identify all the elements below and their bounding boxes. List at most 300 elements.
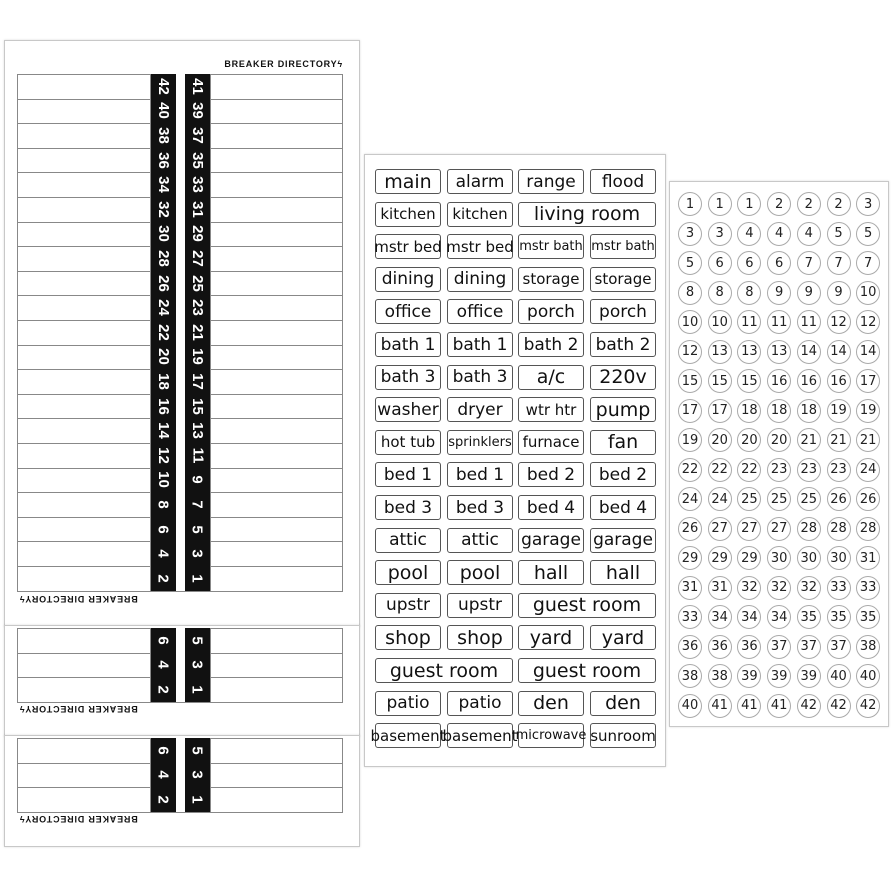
word-label: pump — [590, 397, 656, 422]
word-label: dining — [375, 267, 441, 292]
number-circle-label: 23 — [827, 458, 851, 482]
word-label: patio — [375, 691, 441, 716]
circuit-number: 15 — [189, 397, 206, 415]
circuit-name-cell — [17, 197, 151, 222]
circuit-number-right — [185, 271, 210, 296]
number-circle-label: 5 — [678, 251, 702, 275]
number-circle-label: 4 — [797, 222, 821, 246]
circuit-number: 2 — [155, 685, 172, 694]
number-circle-sheet — [669, 181, 889, 727]
circuit-name-cell — [210, 566, 343, 591]
circuit-name-cell — [17, 246, 151, 271]
row-divider — [17, 591, 343, 592]
circuit-number: 3 — [189, 549, 206, 558]
word-label: furnace — [518, 430, 584, 455]
circuit-number: 8 — [155, 500, 172, 509]
word-label: attic — [447, 528, 513, 553]
circuit-number-right — [185, 763, 210, 788]
number-circle-label: 1 — [708, 192, 732, 216]
word-label: porch — [590, 299, 656, 324]
word-label: bath 3 — [375, 365, 441, 390]
circuit-name-cell — [210, 320, 343, 345]
circuit-name-cell — [17, 369, 151, 394]
number-circle-label: 20 — [767, 428, 791, 452]
circuit-number-right — [185, 222, 210, 247]
number-circle-label: 27 — [708, 517, 732, 541]
number-circle-label: 33 — [678, 605, 702, 629]
number-circle-label: 32 — [737, 576, 761, 600]
circuit-number: 23 — [189, 299, 206, 317]
number-circle-label: 34 — [708, 605, 732, 629]
number-circle-label: 40 — [827, 664, 851, 688]
circuit-number-right — [185, 628, 210, 653]
circuit-number: 26 — [155, 274, 172, 292]
number-circle-label: 7 — [797, 251, 821, 275]
circuit-name-cell — [17, 492, 151, 517]
circuit-name-cell — [210, 123, 343, 148]
number-circle-label: 38 — [708, 664, 732, 688]
circuit-number-left — [151, 418, 176, 443]
word-label: bath 1 — [375, 332, 441, 357]
word-label: yard — [518, 625, 584, 650]
circuit-number-left — [151, 295, 176, 320]
circuit-number-right — [185, 295, 210, 320]
number-circle-label: 24 — [708, 487, 732, 511]
number-circle-label: 16 — [767, 369, 791, 393]
word-label: patio — [447, 691, 513, 716]
circuit-number: 34 — [155, 176, 172, 194]
directory-row — [17, 677, 343, 702]
directory-row — [17, 517, 343, 542]
word-label: attic — [375, 528, 441, 553]
circuit-name-cell — [17, 628, 151, 653]
circuit-number: 5 — [189, 524, 206, 534]
word-label: pool — [375, 560, 441, 585]
word-label: mstr bath — [518, 234, 584, 259]
circuit-number: 28 — [155, 250, 172, 267]
word-label: bed 4 — [590, 495, 656, 520]
circuit-name-cell — [17, 74, 151, 99]
circuit-name-cell — [17, 763, 151, 788]
word-label: upstr — [447, 593, 513, 618]
word-label: hot tub — [375, 430, 441, 455]
circuit-number-right — [185, 148, 210, 173]
number-circle-label: 7 — [856, 251, 880, 275]
circuit-number-left — [151, 369, 176, 394]
word-label: shop — [447, 625, 513, 650]
directory-row — [17, 222, 343, 247]
circuit-number-left — [151, 677, 176, 702]
number-circle-label: 5 — [856, 222, 880, 246]
circuit-name-cell — [17, 517, 151, 542]
circuit-number: 22 — [155, 323, 172, 341]
circuit-number: 4 — [155, 660, 172, 670]
number-circle-label: 2 — [827, 192, 851, 216]
circuit-number: 27 — [189, 250, 206, 267]
directory-row — [17, 345, 343, 370]
circuit-name-cell — [17, 148, 151, 173]
number-circle-label: 1 — [737, 192, 761, 216]
circuit-number-left — [151, 738, 176, 763]
circuit-name-cell — [210, 492, 343, 517]
word-label: mstr bed — [447, 234, 513, 259]
number-circle-label: 12 — [827, 310, 851, 334]
directory-row — [17, 271, 343, 296]
circuit-name-cell — [210, 787, 343, 812]
circuit-number: 11 — [188, 447, 206, 464]
circuit-number-left — [151, 172, 176, 197]
circuit-name-cell — [17, 738, 151, 763]
circuit-number-right — [185, 787, 210, 812]
circuit-name-cell — [17, 394, 151, 419]
directory-title-inverted: BREAKER DIRECTORYϟ — [19, 704, 138, 714]
circuit-number-left — [151, 197, 176, 222]
number-circle-label: 8 — [708, 281, 732, 305]
word-label: office — [375, 299, 441, 324]
circuit-number-right — [185, 369, 210, 394]
word-label: garage — [518, 528, 584, 553]
circuit-number-left — [151, 246, 176, 271]
number-circle-label: 11 — [797, 310, 821, 334]
number-circle-label: 9 — [797, 281, 821, 305]
circuit-number: 4 — [155, 549, 172, 558]
word-label: storage — [518, 267, 584, 292]
circuit-number-right — [185, 74, 210, 99]
circuit-number: 40 — [155, 102, 172, 120]
circuit-name-cell — [17, 541, 151, 566]
word-label: pool — [447, 560, 513, 585]
circuit-name-cell — [17, 99, 151, 124]
circuit-number: 19 — [189, 348, 206, 366]
circuit-number: 7 — [189, 500, 206, 509]
circuit-name-cell — [17, 123, 151, 148]
circuit-name-cell — [210, 443, 343, 468]
directory-row — [17, 492, 343, 517]
directory-row — [17, 738, 343, 763]
number-circle-label: 3 — [708, 222, 732, 246]
circuit-number: 30 — [155, 225, 172, 243]
number-circle-label: 33 — [856, 576, 880, 600]
word-label: basement — [375, 723, 441, 748]
number-circle-label: 10 — [708, 310, 732, 334]
circuit-number: 1 — [189, 685, 206, 694]
number-circle-label: 20 — [708, 428, 732, 452]
number-circle-label: 33 — [827, 576, 851, 600]
circuit-number-left — [151, 517, 176, 542]
number-circle-label: 22 — [737, 458, 761, 482]
circuit-number: 21 — [189, 323, 206, 341]
number-circle-label: 24 — [678, 487, 702, 511]
number-circle-label: 4 — [737, 222, 761, 246]
number-circle-label: 32 — [767, 576, 791, 600]
circuit-number-left — [151, 123, 176, 148]
word-label: sprinklers — [447, 430, 513, 455]
circuit-number: 1 — [189, 574, 206, 583]
number-circle-label: 26 — [678, 517, 702, 541]
number-circle-label: 41 — [767, 694, 791, 718]
directory-row — [17, 541, 343, 566]
circuit-number-left — [151, 394, 176, 419]
word-label: sunroom — [590, 723, 656, 748]
breaker-directory-small-2 — [4, 735, 360, 847]
circuit-name-cell — [17, 418, 151, 443]
circuit-number-left — [151, 271, 176, 296]
circuit-name-cell — [17, 271, 151, 296]
number-circle-label: 11 — [767, 310, 791, 334]
directory-row — [17, 394, 343, 419]
circuit-name-cell — [17, 345, 151, 370]
number-circle-label: 2 — [767, 192, 791, 216]
word-label: hall — [590, 560, 656, 585]
circuit-name-cell — [210, 628, 343, 653]
circuit-name-cell — [210, 763, 343, 788]
circuit-number-left — [151, 653, 176, 678]
number-circle-label: 36 — [737, 635, 761, 659]
number-circle-label: 42 — [856, 694, 880, 718]
word-label: bed 3 — [375, 495, 441, 520]
number-circle-label: 2 — [797, 192, 821, 216]
circuit-number-right — [185, 123, 210, 148]
circuit-number: 29 — [189, 225, 206, 243]
circuit-number: 2 — [155, 574, 172, 583]
circuit-number: 6 — [155, 636, 172, 645]
directory-row — [17, 369, 343, 394]
number-circle-label: 21 — [856, 428, 880, 452]
directory-row — [17, 74, 343, 99]
number-circle-label: 19 — [856, 399, 880, 423]
circuit-number-right — [185, 172, 210, 197]
number-circle-label: 28 — [856, 517, 880, 541]
number-circle-label: 18 — [797, 399, 821, 423]
word-label: kitchen — [375, 202, 441, 227]
circuit-number-right — [185, 677, 210, 702]
circuit-number: 2 — [155, 795, 172, 804]
circuit-number: 39 — [189, 102, 206, 120]
word-label: mstr bath — [590, 234, 656, 259]
number-circle-label: 7 — [827, 251, 851, 275]
circuit-name-cell — [210, 418, 343, 443]
word-label: bed 3 — [447, 495, 513, 520]
number-circle-label: 29 — [737, 546, 761, 570]
word-label: flood — [590, 169, 656, 194]
circuit-number: 31 — [189, 200, 206, 218]
number-circle-label: 28 — [827, 517, 851, 541]
word-label: upstr — [375, 593, 441, 618]
number-circle-label: 34 — [737, 605, 761, 629]
circuit-name-cell — [210, 345, 343, 370]
number-circle-label: 38 — [856, 635, 880, 659]
number-circle-label: 3 — [856, 192, 880, 216]
breaker-directory-main — [4, 40, 360, 627]
circuit-number-right — [185, 492, 210, 517]
circuit-number-right — [185, 394, 210, 419]
number-circle-label: 28 — [797, 517, 821, 541]
circuit-name-cell — [210, 246, 343, 271]
circuit-number-left — [151, 345, 176, 370]
word-label: bath 3 — [447, 365, 513, 390]
number-circle-label: 14 — [827, 340, 851, 364]
number-circle-label: 29 — [708, 546, 732, 570]
circuit-name-cell — [210, 222, 343, 247]
word-label: den — [590, 691, 656, 716]
word-label: bath 2 — [518, 332, 584, 357]
circuit-number: 16 — [155, 397, 172, 415]
number-circle-label: 22 — [708, 458, 732, 482]
number-circle-label: 8 — [678, 281, 702, 305]
number-circle-label: 16 — [827, 369, 851, 393]
number-circle-label: 39 — [737, 664, 761, 688]
number-circle-label: 13 — [708, 340, 732, 364]
number-circle-label: 25 — [767, 487, 791, 511]
number-circle-label: 34 — [767, 605, 791, 629]
word-label: bath 2 — [590, 332, 656, 357]
number-circle-label: 1 — [678, 192, 702, 216]
number-circle-label: 8 — [737, 281, 761, 305]
circuit-name-cell — [210, 517, 343, 542]
circuit-name-cell — [17, 677, 151, 702]
circuit-name-cell — [17, 787, 151, 812]
word-label: hall — [518, 560, 584, 585]
word-label: bath 1 — [447, 332, 513, 357]
circuit-name-cell — [210, 271, 343, 296]
number-circle-label: 40 — [856, 664, 880, 688]
number-circle-label: 30 — [827, 546, 851, 570]
number-circle-label: 41 — [708, 694, 732, 718]
circuit-number-right — [185, 738, 210, 763]
circuit-number: 4 — [155, 770, 172, 780]
word-label: garage — [590, 528, 656, 553]
number-circle-label: 21 — [827, 428, 851, 452]
number-circle-label: 39 — [797, 664, 821, 688]
circuit-number-right — [185, 345, 210, 370]
circuit-name-cell — [17, 222, 151, 247]
directory-title-inverted: BREAKER DIRECTORYϟ — [19, 594, 138, 604]
circuit-number-right — [185, 320, 210, 345]
word-label: dryer — [447, 397, 513, 422]
circuit-name-cell — [210, 172, 343, 197]
circuit-number-right — [185, 443, 210, 468]
number-circle-label: 10 — [678, 310, 702, 334]
number-circle-label: 19 — [827, 399, 851, 423]
number-circle-label: 14 — [797, 340, 821, 364]
circuit-name-cell — [210, 74, 343, 99]
number-circle-label: 20 — [737, 428, 761, 452]
number-circle-label: 3 — [678, 222, 702, 246]
number-circle-label: 21 — [797, 428, 821, 452]
number-circle-label: 9 — [827, 281, 851, 305]
word-label: range — [518, 169, 584, 194]
circuit-number: 5 — [189, 636, 206, 645]
number-circle-label: 16 — [797, 369, 821, 393]
word-label: guest room — [518, 593, 656, 618]
circuit-name-cell — [17, 468, 151, 493]
circuit-number-left — [151, 468, 176, 493]
number-circle-label: 13 — [767, 340, 791, 364]
circuit-name-cell — [17, 566, 151, 591]
number-circle-label: 32 — [797, 576, 821, 600]
word-label: main — [375, 169, 441, 194]
circuit-number: 35 — [189, 151, 206, 169]
number-circle-label: 24 — [856, 458, 880, 482]
circuit-number-left — [151, 566, 176, 591]
circuit-number: 10 — [155, 471, 172, 489]
number-circle-label: 17 — [856, 369, 880, 393]
row-divider — [17, 702, 343, 703]
circuit-name-cell — [210, 541, 343, 566]
directory-row — [17, 763, 343, 788]
number-circle-label: 31 — [856, 546, 880, 570]
number-circle-label: 41 — [737, 694, 761, 718]
number-circle-label: 23 — [767, 458, 791, 482]
circuit-name-cell — [210, 677, 343, 702]
number-circle-label: 14 — [856, 340, 880, 364]
word-label: wtr htr — [518, 397, 584, 422]
circuit-number-right — [185, 246, 210, 271]
circuit-number-left — [151, 74, 176, 99]
word-label: washer — [375, 397, 441, 422]
circuit-number-left — [151, 787, 176, 812]
circuit-number-right — [185, 197, 210, 222]
word-label: bed 1 — [375, 462, 441, 487]
circuit-number: 33 — [189, 176, 206, 194]
word-label: alarm — [447, 169, 513, 194]
circuit-number: 3 — [189, 660, 206, 670]
word-label: bed 1 — [447, 462, 513, 487]
circuit-number-right — [185, 541, 210, 566]
circuit-number-left — [151, 628, 176, 653]
number-circle-label: 15 — [737, 369, 761, 393]
circuit-number: 41 — [189, 77, 206, 95]
number-circle-label: 13 — [737, 340, 761, 364]
circuit-number: 14 — [155, 422, 172, 440]
circuit-number: 12 — [155, 446, 172, 464]
number-circle-label: 27 — [737, 517, 761, 541]
circuit-number: 37 — [189, 127, 206, 144]
circuit-number-right — [185, 653, 210, 678]
word-label: guest room — [518, 658, 656, 683]
breaker-directory-small-1 — [4, 625, 360, 737]
word-label: living room — [518, 202, 656, 227]
circuit-number: 6 — [155, 746, 172, 755]
number-circle-label: 38 — [678, 664, 702, 688]
circuit-name-cell — [210, 295, 343, 320]
circuit-number: 42 — [155, 77, 172, 95]
word-label: microwave — [518, 723, 584, 748]
circuit-number-left — [151, 320, 176, 345]
number-circle-label: 17 — [708, 399, 732, 423]
circuit-number-right — [185, 517, 210, 542]
circuit-name-cell — [17, 295, 151, 320]
number-circle-label: 18 — [737, 399, 761, 423]
directory-row — [17, 443, 343, 468]
circuit-number: 36 — [155, 151, 172, 169]
number-circle-label: 37 — [797, 635, 821, 659]
circuit-number: 25 — [189, 274, 206, 292]
number-circle-label: 31 — [708, 576, 732, 600]
number-circle-label: 4 — [767, 222, 791, 246]
circuit-number: 18 — [155, 373, 172, 390]
directory-row — [17, 148, 343, 173]
circuit-name-cell — [210, 738, 343, 763]
number-circle-label: 25 — [737, 487, 761, 511]
number-circle-label: 10 — [856, 281, 880, 305]
circuit-name-cell — [210, 197, 343, 222]
number-circle-label: 23 — [797, 458, 821, 482]
circuit-name-cell — [17, 172, 151, 197]
circuit-number-left — [151, 148, 176, 173]
circuit-number-right — [185, 468, 210, 493]
circuit-number-left — [151, 492, 176, 517]
